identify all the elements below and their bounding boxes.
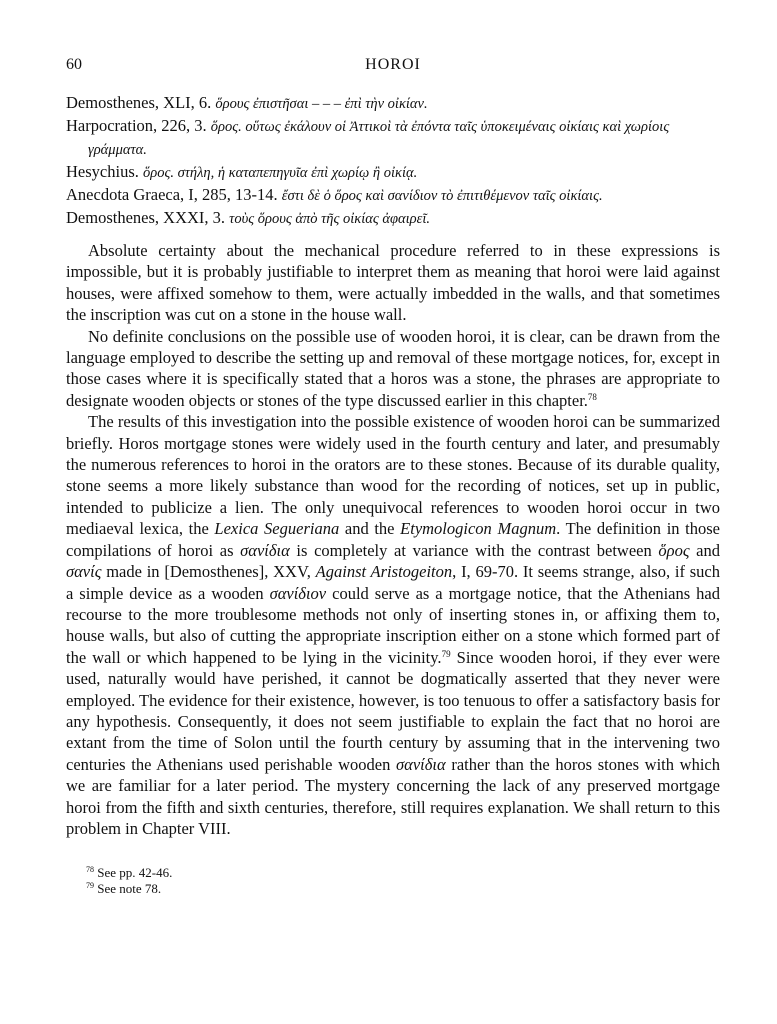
text-run: made in [Demosthenes], XXV,	[101, 562, 316, 582]
page-header	[66, 56, 720, 78]
citation	[66, 92, 720, 115]
text-run: and the	[339, 519, 401, 539]
citation-list	[66, 92, 720, 230]
footnote-ref-78: 78	[587, 391, 597, 402]
text-run: Since wooden horoi, if they ever were used, naturally would have perished, it cannot be dogmatically asserted that they never were employed. The evidence for their existence, however, is too tenuous to offer a satisfactory basis for any hypothesis. Consequently, it does not seem justifiable to explain the fact that no horoi are extant from the time of Solon until the fourth century by assuming that in the intervening two centuries the Athenians used perishable wooden	[66, 647, 720, 774]
citation	[66, 161, 720, 184]
body-text	[66, 240, 720, 839]
citation-greek: ὅρος. στήλη, ἡ καταπεπηγυῖα ἐπὶ χωρίῳ ἢ οἰκίᾳ.	[143, 165, 418, 181]
text-run: . The definition in those compilations of horoi as	[66, 519, 721, 560]
citation-greek: ὅρους ἐπιστῆσαι – – – ἐπὶ τὴν οἰκίαν.	[215, 96, 428, 112]
footnotes	[66, 865, 720, 897]
text-run: The results of this investigation into the possible existence of wooden horoi can be summarized briefly. Horos mortgage stones were widely used in the fourth century and later, and presumably the numerous references to horoi in the orators are to these stones. Because of its durable quality, stone seems a more likely substance than wood for the recording of notices, set up in public, intended to publicize a lien. The only unequivocal references to wooden horoi occur in two mediaeval lexica, the	[66, 412, 720, 539]
citation-source: Demosthenes, XXXI, 3.	[66, 208, 226, 227]
text-run: is completely at variance with the contrast between	[289, 540, 659, 560]
page-number: 60	[66, 56, 82, 73]
greek-term: ὅρος	[658, 540, 690, 560]
paragraph-1: Absolute certainty about the mechanical procedure referred to in these expressions is impossible, but it is probably justifiable to interpret them as meaning that horoi were laid against houses, were affixed somehow to them, were actually imbedded in the walls, and that sometimes the inscription was cut on a stone in the house wall.	[66, 241, 720, 325]
footnote	[86, 865, 720, 881]
citation-source: Hesychius.	[66, 162, 139, 181]
text-run: and	[689, 540, 721, 560]
citation-greek: ἔστι δὲ ὁ ὅρος καὶ σανίδιον τὸ ἐπιτιθέμενον ταῖς οἰκίαις.	[281, 188, 603, 204]
greek-term: σανίδια	[240, 540, 290, 560]
citation	[66, 115, 720, 161]
citation	[66, 184, 720, 207]
footnote-mark: 78	[86, 865, 94, 875]
book-page	[66, 56, 720, 897]
running-head: HOROI	[365, 56, 421, 73]
footnote-text: See note 78.	[97, 881, 162, 897]
paragraph-2-text: No definite conclusions on the possible use of wooden horoi, it is clear, can be drawn from the language employed to describe the setting up and removal of these mortgage notices, for, except in those cases where it is specifically stated that a horos was a stone, the phrases are appropriate to designate wooden objects or stones of the type discussed earlier in this chapter.	[66, 326, 720, 410]
footnote-text: See pp. 42-46.	[97, 865, 173, 881]
greek-term: σανίδιον	[269, 583, 327, 603]
title-lexica-segueriana: Lexica Segueriana	[214, 519, 340, 539]
citation	[66, 207, 720, 230]
greek-term: σανίδια	[396, 754, 446, 774]
title-against-aristogeiton: Against Aristogeiton	[315, 562, 453, 582]
title-etymologicon-magnum: Etymologicon Magnum	[400, 519, 557, 539]
paragraph-3	[66, 411, 720, 839]
citation-source: Harpocration, 226, 3.	[66, 116, 207, 135]
text-run: could serve as a mortgage notice, that the Athenians had recourse to the more troublesome methods not only of inserting stones in, or affixing them to, house walls, but also of cutting the appropriate inscription either on a stone which formed part of the wall or which happened to be lying in the vicinity.	[66, 583, 720, 667]
citation-source: Anecdota Graeca, I, 285, 13-14.	[66, 185, 278, 204]
footnote-mark: 79	[86, 881, 94, 891]
citation-greek: τοὺς ὅρους ἀπὸ τῆς οἰκίας ἀφαιρεῖ.	[229, 211, 430, 227]
text-run: , I, 69-70. It seems strange, also, if such a simple device as a wooden	[66, 562, 720, 603]
citation-greek: ὅρος. οὕτως ἐκάλουν οἱ Ἀττικοὶ τὰ ἐπόντα ταῖς ὑποκειμέναις οἰκίαις καὶ χωρίοις γράμματα.	[88, 119, 670, 158]
citation-source: Demosthenes, XLI, 6.	[66, 93, 212, 112]
greek-term: σανίς	[66, 562, 102, 582]
text-run: rather than the horos stones with which we are familiar for a later period. The mystery concerning the lack of any preserved mortgage horoi from the fifth and sixth centuries, therefore, still requires explanation. We shall return to this problem in Chapter VIII.	[66, 754, 721, 838]
footnote	[86, 881, 720, 897]
paragraph-2	[66, 326, 720, 412]
footnote-ref-79: 79	[441, 648, 451, 659]
